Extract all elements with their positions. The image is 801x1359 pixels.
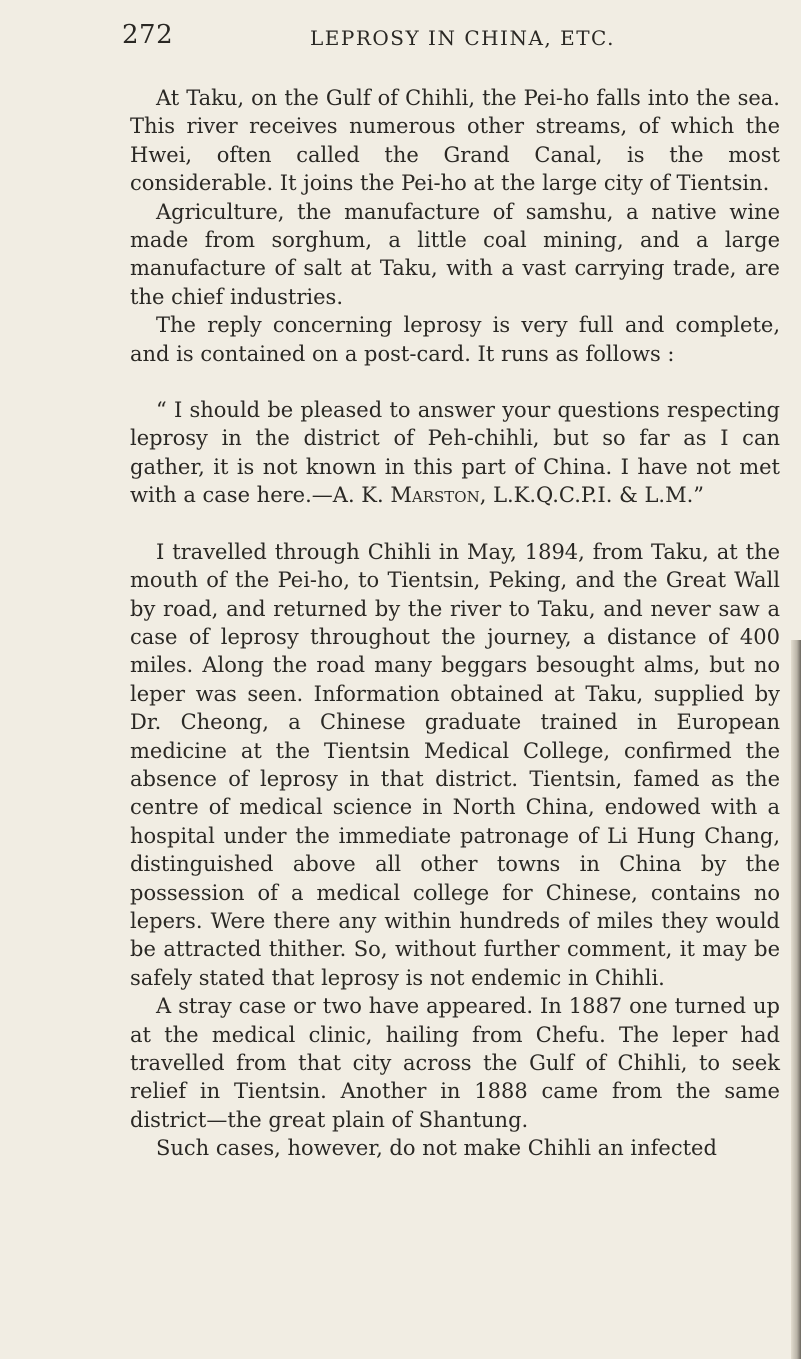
running-head: LEPROSY IN CHINA, ETC. [310, 26, 616, 50]
paragraph-industries: Agriculture, the manufacture of samshu, a native wine made from sorghum, a little coal mining, and a large manufacture of salt at Taku, with a vast carrying trade, are the chief industries. [130, 199, 780, 309]
letter-signature: Marston, [390, 483, 487, 508]
letter-credentials: L.K.Q.C.P.I. & L.M.” [493, 483, 704, 508]
letter-text: “ I should be pleased to answer your questions respecting leprosy in the district of Peh-chihli, but so far as I can gather, it is not known in this part of China. I have not met with a case here.—A. K. [130, 398, 780, 508]
paragraph-taku: At Taku, on the Gulf of Chihli, the Pei-ho falls into the sea. This river receives numerous other streams, of which the Hwei, often called the Grand Canal, is the most considerable. It joins the Pei-ho at the large city of Tientsin. [130, 86, 780, 196]
paragraph-reply: The reply concerning leprosy is very full and complete, and is contained on a post-card. It runs as follows : [130, 313, 780, 366]
paragraph-travel: I travelled through Chihli in May, 1894, from Taku, at the mouth of the Pei-ho, to Tientsin, Peking, and the Great Wall by road, and returned by the river to Taku, and never saw a case of leprosy throughout the journey, a distance of 400 miles. Along the road many beggars besought alms, but no leper was seen. Information obtained at Taku, supplied by Dr. Cheong, a Chinese graduate trained in European medicine at the Tientsin Medical College, confirmed the absence of leprosy in that district. Tientsin, famed as the centre of medical science in North China, endowed with a hospital under the immediate patronage of Li Hung Chang, distinguished above all other towns in China by the possession of a medical college for Chinese, contains no lepers. Were there any within hundreds of miles they would be attracted thither. So, without further comment, it may be safely stated that leprosy is not endemic in Chihli. [130, 539, 780, 990]
page-header [122, 20, 682, 66]
paragraph-stray-cases: A stray case or two have appeared. In 1887 one turned up at the medical clinic, hailing from Chefu. The leper had travelled from that city across the Gulf of Chihli, to seek relief in Tientsin. Another in 1888 came from the same district—the great plain of Shantung. [130, 994, 780, 1132]
body-text [130, 84, 780, 1163]
page-number: 272 [122, 20, 174, 50]
paragraph-conclusion: Such cases, however, do not make Chihli an infected [156, 1136, 717, 1161]
quoted-letter [130, 396, 780, 510]
page-edge-shadow [791, 640, 801, 1359]
